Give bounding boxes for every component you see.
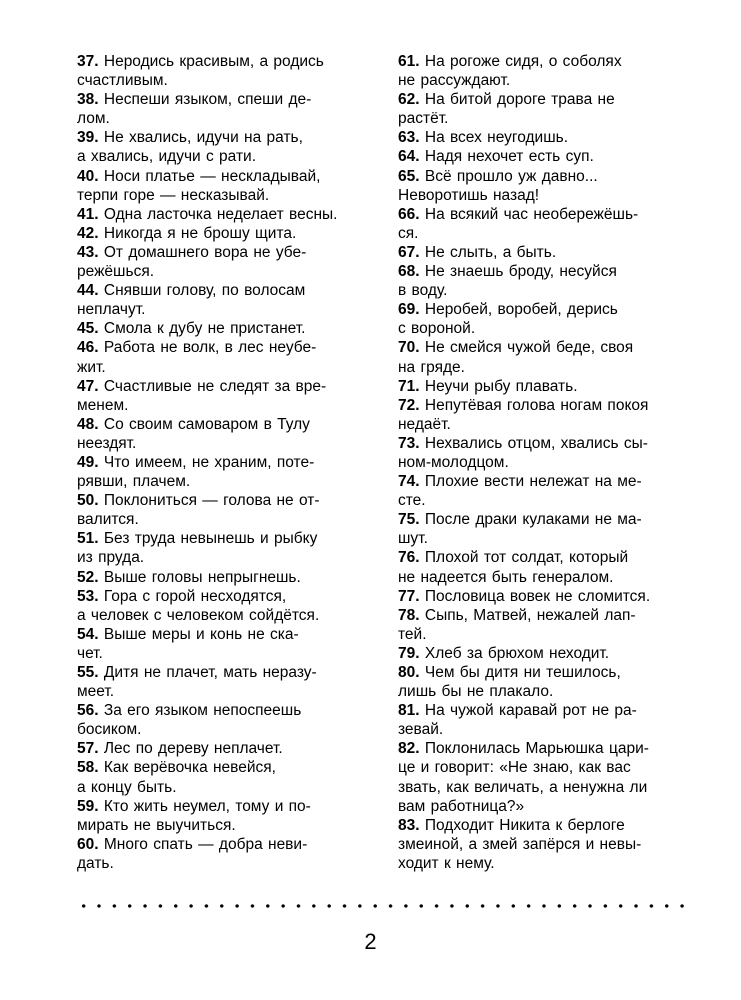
proverb-line: Неробей, воробей, дерись bbox=[424, 301, 618, 319]
proverb-line: зевай. bbox=[398, 721, 444, 739]
proverb-line: не надеется быть генералом. bbox=[398, 568, 614, 586]
proverb-number: 58. bbox=[77, 759, 99, 777]
proverb-line: Нехвались отцом, хвались сы- bbox=[424, 434, 648, 452]
proverb-entry bbox=[398, 510, 690, 548]
proverb-number: 50. bbox=[77, 492, 99, 510]
proverb-entry bbox=[77, 739, 365, 758]
proverb-line: Смола к дубу не пристанет. bbox=[103, 320, 306, 338]
proverb-number: 51. bbox=[77, 530, 99, 548]
proverb-line: На чужой каравай рот не ра- bbox=[424, 702, 637, 720]
proverb-line: чет. bbox=[77, 644, 103, 662]
proverb-number: 75. bbox=[398, 511, 420, 529]
proverb-line: На битой дороге трава не bbox=[424, 91, 615, 109]
proverb-number: 70. bbox=[398, 339, 420, 357]
proverb-line: Неучи рыбу плавать. bbox=[424, 377, 578, 395]
proverb-line: змеиной, а змей запёрся и невы- bbox=[398, 835, 642, 853]
proverb-entry bbox=[398, 701, 690, 739]
proverb-line: це и говорит: «Не знаю, как вас bbox=[398, 759, 631, 777]
proverb-line: рявши, плачем. bbox=[77, 473, 191, 491]
dotted-separator bbox=[76, 902, 690, 910]
proverb-line: тей. bbox=[398, 625, 427, 643]
proverb-number: 78. bbox=[398, 606, 420, 624]
proverb-number: 64. bbox=[398, 148, 420, 166]
proverb-entry bbox=[77, 90, 365, 128]
proverb-number: 49. bbox=[77, 453, 99, 471]
proverb-line: После драки кулаками не ма- bbox=[424, 511, 642, 529]
proverb-entry bbox=[398, 548, 690, 586]
proverb-line: ся. bbox=[398, 224, 419, 242]
proverb-line: мирать не выучиться. bbox=[77, 816, 236, 834]
proverb-number: 76. bbox=[398, 549, 420, 567]
proverb-line: Носи платье — нескладывай, bbox=[103, 167, 321, 185]
proverb-entry bbox=[398, 816, 690, 873]
proverb-line: Никогда я не брошу щита. bbox=[103, 224, 297, 242]
proverb-entry bbox=[77, 224, 365, 243]
proverb-line: босиком. bbox=[77, 721, 142, 739]
proverb-entry bbox=[398, 243, 690, 262]
proverb-line: Одна ласточка неделает весны. bbox=[103, 205, 338, 223]
proverb-line: Не слыть, а быть. bbox=[424, 243, 557, 261]
proverb-line: неездят. bbox=[77, 434, 137, 452]
proverb-entry bbox=[77, 319, 365, 338]
proverb-number: 48. bbox=[77, 415, 99, 433]
proverb-number: 37. bbox=[77, 53, 99, 70]
proverb-number: 77. bbox=[398, 587, 420, 605]
proverb-entry bbox=[77, 415, 365, 453]
proverb-entry bbox=[77, 52, 365, 90]
proverb-number: 69. bbox=[398, 301, 420, 319]
proverb-line: Неспеши языком, спеши де- bbox=[103, 91, 312, 109]
proverb-line: За его языком непоспеешь bbox=[103, 702, 302, 720]
proverb-number: 52. bbox=[77, 568, 99, 586]
proverb-line: Выше головы непрыгнешь. bbox=[103, 568, 301, 586]
proverb-line: а концу быть. bbox=[77, 778, 177, 796]
proverb-number: 67. bbox=[398, 243, 420, 261]
proverb-entry bbox=[398, 128, 690, 147]
proverb-number: 53. bbox=[77, 587, 99, 605]
proverb-line: не рассуждают. bbox=[398, 72, 511, 90]
proverb-number: 59. bbox=[77, 797, 99, 815]
proverb-number: 39. bbox=[77, 129, 99, 147]
proverb-entry bbox=[77, 701, 365, 739]
proverb-line: лом. bbox=[77, 110, 110, 128]
proverb-line: Не смейся чужой беде, своя bbox=[424, 339, 634, 357]
proverb-number: 74. bbox=[398, 473, 420, 491]
proverb-entry bbox=[77, 568, 365, 587]
proverb-line: Со своим самоваром в Тулу bbox=[103, 415, 310, 433]
proverb-number: 57. bbox=[77, 740, 99, 758]
proverb-number: 61. bbox=[398, 53, 420, 70]
proverb-entry bbox=[398, 396, 690, 434]
proverb-number: 63. bbox=[398, 129, 420, 147]
proverb-entry bbox=[77, 167, 365, 205]
proverb-entry bbox=[398, 663, 690, 701]
proverb-line: Пословица вовек не сломится. bbox=[424, 587, 651, 605]
proverb-line: шут. bbox=[398, 530, 428, 548]
proverb-line: Надя нехочет есть суп. bbox=[424, 148, 594, 166]
proverb-line: на гряде. bbox=[398, 358, 465, 376]
proverb-line: Выше меры и конь не ска- bbox=[103, 625, 299, 643]
proverb-line: Не хвались, идучи на рать, bbox=[103, 129, 303, 147]
proverb-number: 46. bbox=[77, 339, 99, 357]
proverb-entry bbox=[398, 644, 690, 663]
proverb-line: Кто жить неумел, тому и по- bbox=[103, 797, 311, 815]
proverb-entry bbox=[77, 377, 365, 415]
proverb-line: ходит к нему. bbox=[398, 854, 495, 872]
proverb-number: 66. bbox=[398, 205, 420, 223]
proverb-entry bbox=[77, 338, 365, 376]
proverb-number: 82. bbox=[398, 740, 420, 758]
proverb-number: 60. bbox=[77, 835, 99, 853]
proverb-entry bbox=[77, 128, 365, 166]
proverb-number: 41. bbox=[77, 205, 99, 223]
proverb-number: 65. bbox=[398, 167, 420, 185]
proverb-line: Непутёвая голова ногам покоя bbox=[424, 396, 649, 414]
proverb-entry bbox=[77, 797, 365, 835]
proverb-number: 47. bbox=[77, 377, 99, 395]
proverb-number: 38. bbox=[77, 91, 99, 109]
proverb-line: Что имеем, не храним, поте- bbox=[103, 453, 315, 471]
proverb-line: Подходит Никита к берлоге bbox=[424, 816, 625, 834]
proverb-line: из пруда. bbox=[77, 549, 145, 567]
page-number: 2 bbox=[364, 929, 377, 954]
proverb-line: Чем бы дитя ни тешилось, bbox=[424, 664, 621, 681]
proverb-number: 71. bbox=[398, 377, 420, 395]
proverb-line: сте. bbox=[398, 492, 426, 510]
proverb-number: 62. bbox=[398, 91, 420, 109]
proverb-line: счастливым. bbox=[77, 72, 168, 90]
proverb-line: Гора с горой несходятся, bbox=[103, 587, 287, 605]
proverb-line: недаёт. bbox=[398, 415, 451, 433]
proverb-line: а человек с человеком сойдётся. bbox=[77, 606, 320, 624]
proverb-number: 72. bbox=[398, 396, 420, 414]
proverb-line: дать. bbox=[77, 854, 114, 872]
proverb-line: лишь бы не плакало. bbox=[398, 683, 554, 701]
proverb-line: Неворотишь назад! bbox=[398, 186, 540, 204]
proverb-entry bbox=[77, 243, 365, 281]
proverb-entry bbox=[398, 434, 690, 472]
proverb-number: 73. bbox=[398, 434, 420, 452]
proverb-line: звать, как величать, а ненужна ли bbox=[398, 778, 648, 796]
proverb-line: Много спать — добра неви- bbox=[103, 835, 308, 853]
left-column bbox=[77, 52, 365, 873]
proverb-entry bbox=[398, 606, 690, 644]
proverb-number: 79. bbox=[398, 644, 420, 662]
proverb-entry bbox=[77, 453, 365, 491]
proverb-entry bbox=[77, 663, 365, 701]
proverb-line: Снявши голову, по волосам bbox=[103, 282, 306, 300]
proverb-entry bbox=[77, 625, 365, 663]
proverb-line: Без труда невынешь и рыбку bbox=[103, 530, 318, 548]
proverb-number: 83. bbox=[398, 816, 420, 834]
proverb-number: 44. bbox=[77, 282, 99, 300]
proverb-entry bbox=[398, 147, 690, 166]
proverb-entry bbox=[77, 835, 365, 873]
proverb-line: меет. bbox=[77, 683, 115, 701]
proverb-number: 56. bbox=[77, 702, 99, 720]
proverb-line: На рогоже сидя, о соболях bbox=[424, 53, 622, 70]
proverb-line: Не знаешь броду, несуйся bbox=[424, 263, 617, 281]
proverb-number: 43. bbox=[77, 243, 99, 261]
proverb-line: с вороной. bbox=[398, 320, 476, 338]
proverb-entry bbox=[398, 90, 690, 128]
proverb-entry bbox=[398, 167, 690, 205]
proverb-line: Всё прошло уж давно... bbox=[424, 167, 598, 185]
proverb-entry bbox=[398, 472, 690, 510]
proverb-number: 45. bbox=[77, 320, 99, 338]
proverb-line: Плохие вести нележат на ме- bbox=[424, 473, 642, 491]
proverb-entry bbox=[398, 739, 690, 815]
proverb-entry bbox=[398, 300, 690, 338]
proverb-line: Неродись красивым, а родись bbox=[103, 53, 324, 70]
proverb-line: Счастливые не следят за вре- bbox=[103, 377, 327, 395]
proverb-entry bbox=[398, 587, 690, 606]
proverb-number: 80. bbox=[398, 664, 420, 681]
proverb-line: в воду. bbox=[398, 282, 448, 300]
proverb-line: На всякий час необережёшь- bbox=[424, 205, 639, 223]
proverb-number: 81. bbox=[398, 702, 420, 720]
proverb-number: 68. bbox=[398, 263, 420, 281]
proverb-entry bbox=[77, 529, 365, 567]
proverb-line: Сыпь, Матвей, нежалей лап- bbox=[424, 606, 636, 624]
right-column bbox=[398, 52, 690, 873]
proverb-line: Лес по дереву неплачет. bbox=[103, 740, 283, 758]
proverb-line: Дитя не плачет, мать неразу- bbox=[103, 664, 317, 681]
proverb-entry bbox=[398, 205, 690, 243]
proverb-entry bbox=[398, 377, 690, 396]
proverb-line: Поклониться — голова не от- bbox=[103, 492, 320, 510]
proverb-line: От домашнего вора не убе- bbox=[103, 243, 307, 261]
proverb-line: Как верёвочка невейся, bbox=[103, 759, 276, 777]
proverb-number: 55. bbox=[77, 664, 99, 681]
proverb-line: Работа не волк, в лес неубе- bbox=[103, 339, 317, 357]
proverb-line: Плохой тот солдат, который bbox=[424, 549, 629, 567]
proverb-entry bbox=[77, 758, 365, 796]
proverb-number: 40. bbox=[77, 167, 99, 185]
proverb-line: менем. bbox=[77, 396, 129, 414]
proverb-line: На всех неугодишь. bbox=[424, 129, 569, 147]
proverb-line: вам работница?» bbox=[398, 797, 525, 815]
proverb-entry bbox=[398, 338, 690, 376]
proverb-entry bbox=[77, 491, 365, 529]
proverb-line: валится. bbox=[77, 511, 139, 529]
proverb-number: 42. bbox=[77, 224, 99, 242]
proverb-entry bbox=[77, 205, 365, 224]
proverb-line: Поклонилась Марьюшка цари- bbox=[424, 740, 649, 758]
proverb-line: а хвались, идучи с рати. bbox=[77, 148, 257, 166]
proverb-line: Хлеб за брюхом неходит. bbox=[424, 644, 610, 662]
proverb-entry bbox=[398, 262, 690, 300]
proverb-line: ном-молодцом. bbox=[398, 453, 509, 471]
proverb-entry bbox=[77, 281, 365, 319]
proverb-number: 54. bbox=[77, 625, 99, 643]
proverb-entry bbox=[77, 587, 365, 625]
proverb-line: жит. bbox=[77, 358, 106, 376]
proverb-line: растёт. bbox=[398, 110, 449, 128]
proverb-line: режёшься. bbox=[77, 263, 155, 281]
proverb-line: неплачут. bbox=[77, 301, 146, 319]
proverb-entry bbox=[398, 52, 690, 90]
proverb-line: терпи горе — несказывай. bbox=[77, 186, 270, 204]
